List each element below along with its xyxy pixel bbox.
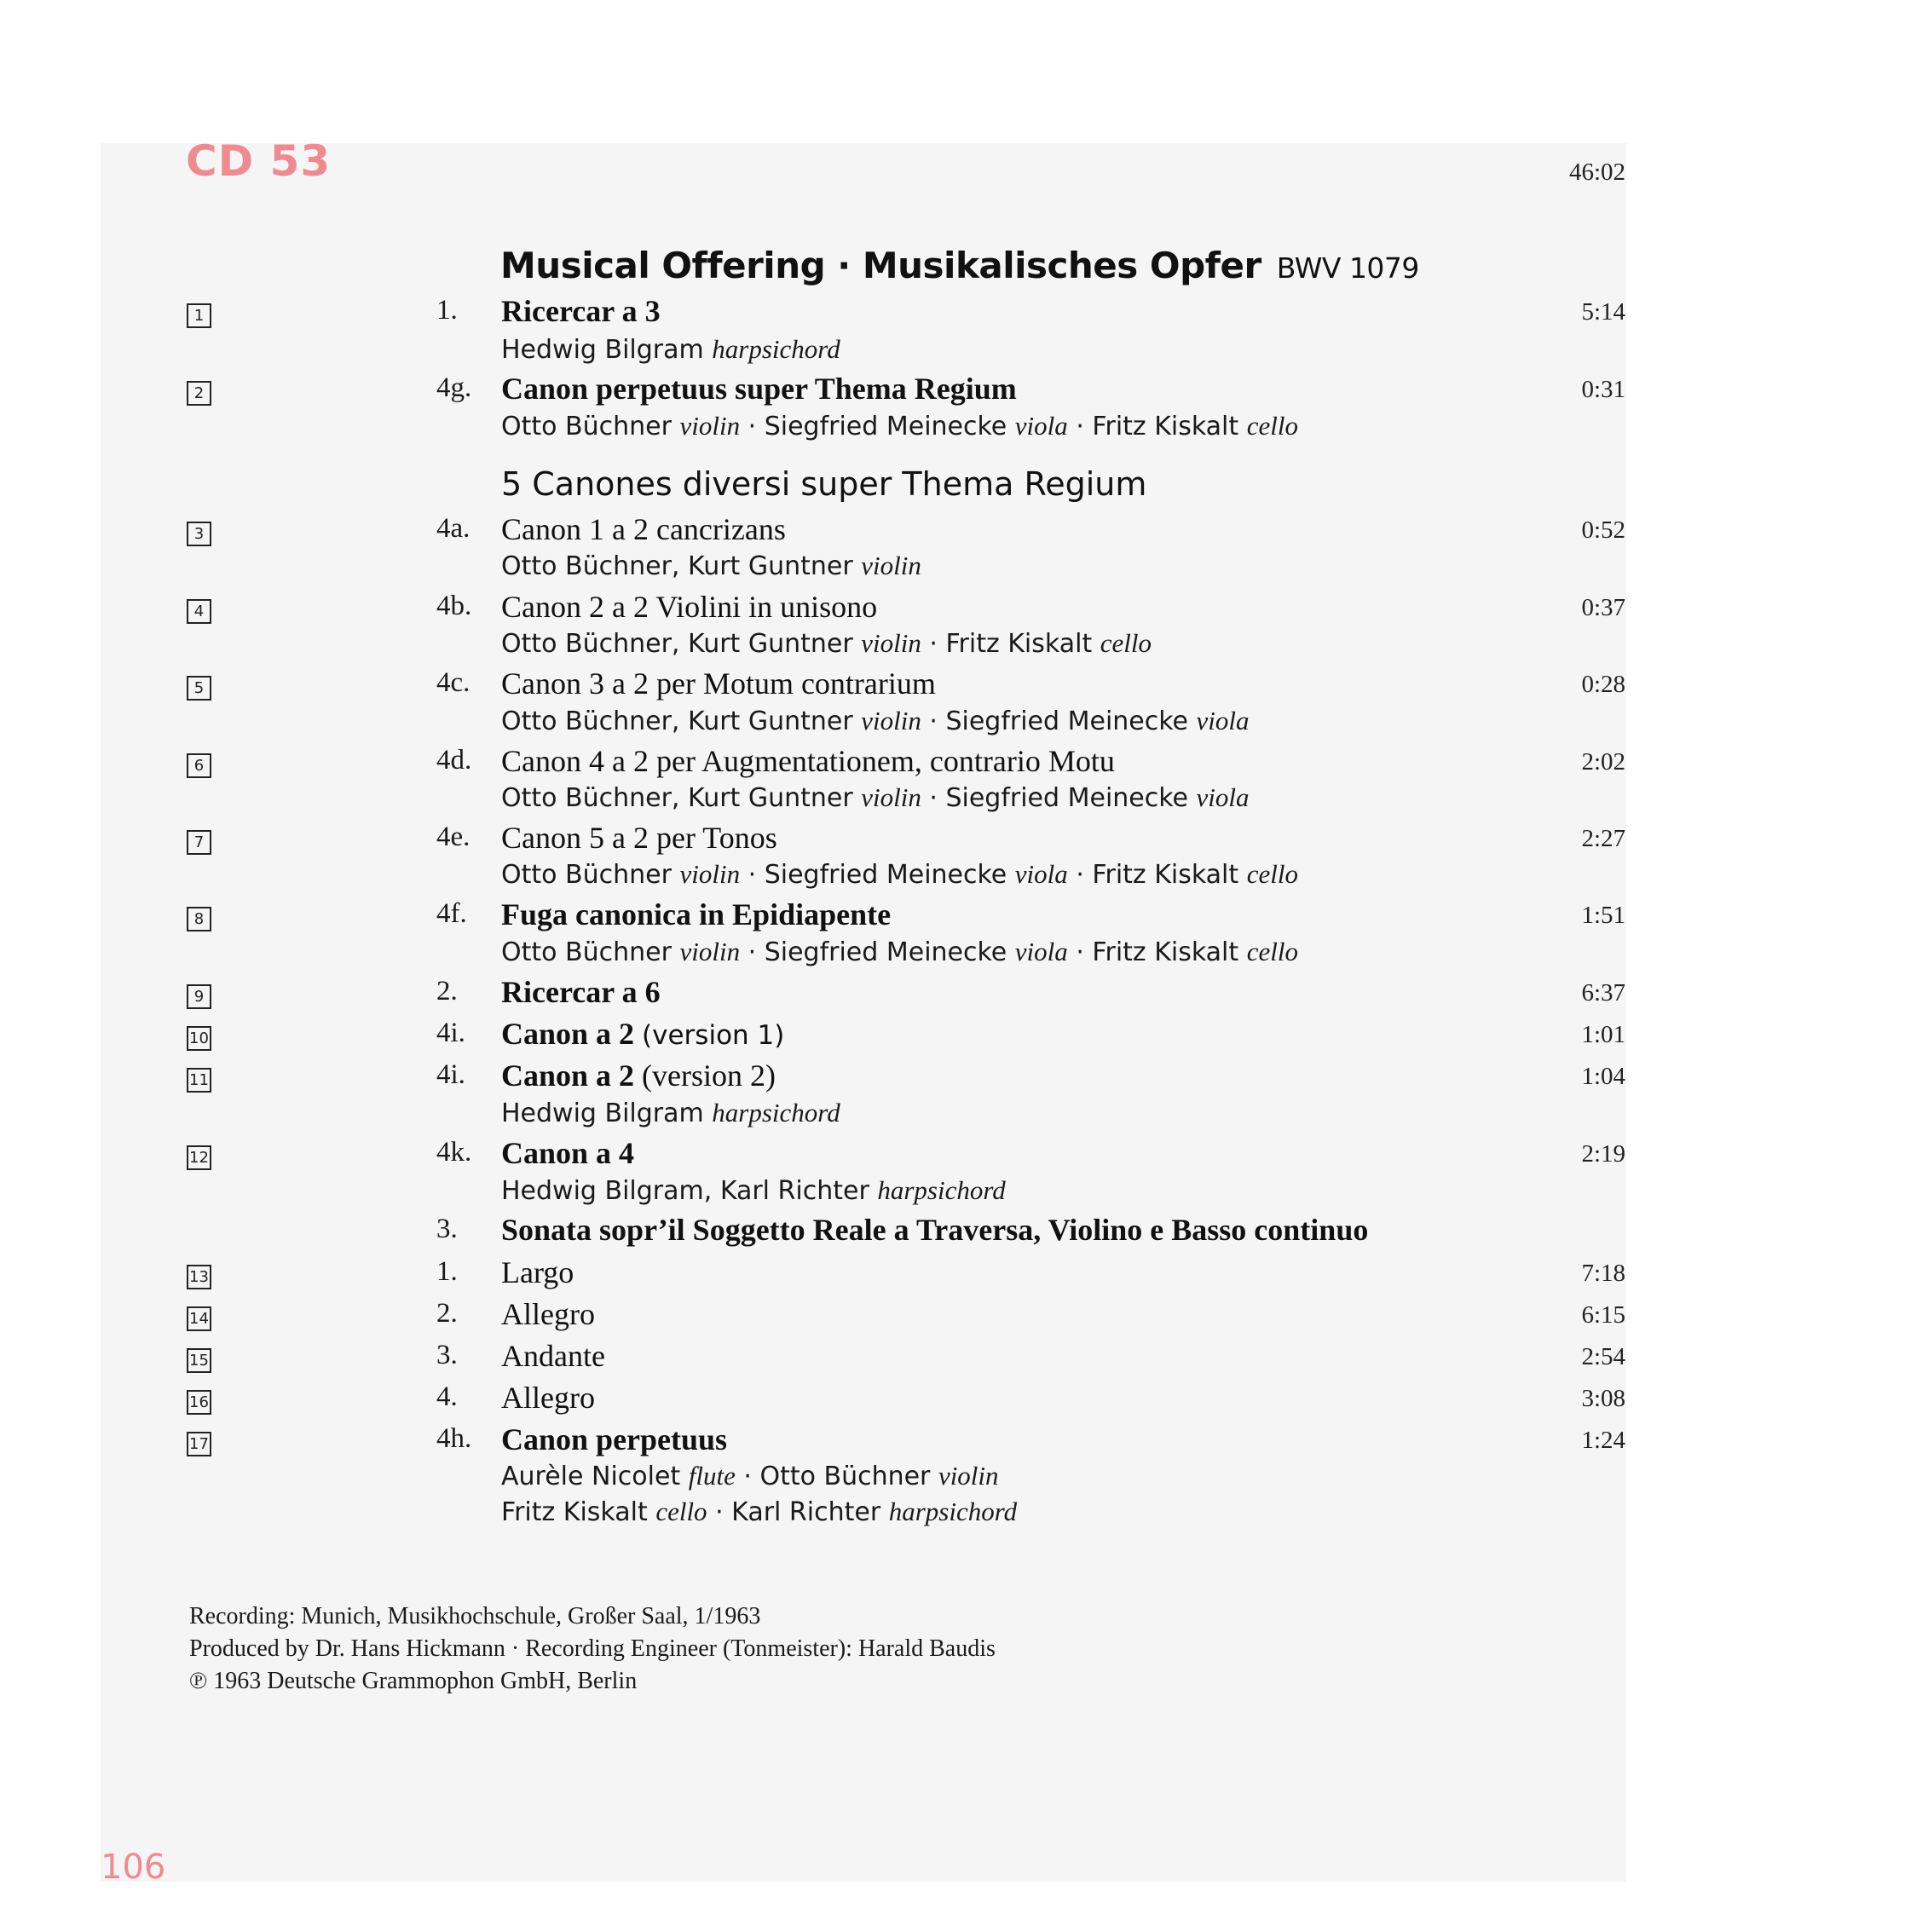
movement-number: 4i.	[436, 1018, 465, 1048]
track-number: 17	[187, 1432, 211, 1456]
track-title	[501, 1058, 776, 1093]
track-title: Canon perpetuus	[501, 1422, 728, 1456]
instrument: viola	[1014, 859, 1068, 889]
performers: Otto Büchner violin · Siegfried Meinecke viola · Fritz Kiskalt cello	[501, 937, 1298, 967]
movement-number: 4g.	[436, 372, 472, 403]
instrument: viola	[1014, 411, 1068, 441]
track-title: Allegro	[501, 1297, 595, 1331]
performers: Otto Büchner, Kurt Guntner violin · Fritz Kiskalt cello	[501, 628, 1152, 659]
track-duration: 5:14	[1581, 298, 1625, 326]
track-row	[0, 1018, 1905, 1060]
cd-label: CD 53	[186, 136, 332, 186]
track-duration: 2:27	[1581, 825, 1625, 852]
performer: Otto Büchner	[501, 937, 672, 967]
track-duration: 2:19	[1581, 1140, 1625, 1168]
track-row	[0, 1256, 1905, 1299]
performers: Fritz Kiskalt cello · Karl Richter harpsichord	[501, 1497, 1018, 1527]
performers	[501, 1175, 1006, 1206]
instrument: cello	[655, 1497, 707, 1526]
track-duration: 1:04	[1581, 1063, 1625, 1090]
instrument: violin	[861, 628, 921, 658]
movement-number: 1.	[436, 1256, 458, 1287]
instrument: violin	[679, 411, 741, 441]
instrument: violin	[679, 859, 741, 889]
performer: Siegfried Meinecke	[945, 783, 1188, 813]
instrument: cello	[1246, 859, 1298, 889]
track-duration: 3:08	[1581, 1385, 1625, 1412]
movement-number: 4i.	[436, 1059, 465, 1090]
performers: Aurèle Nicolet flute · Otto Büchner violin	[501, 1461, 999, 1491]
instrument: harpsichord	[712, 334, 840, 364]
track-number: 3	[187, 522, 211, 546]
performers	[501, 334, 840, 365]
track-number: 15	[187, 1348, 211, 1373]
instrument: violin	[679, 937, 741, 966]
track-row	[0, 1381, 1905, 1424]
track-title-text: Canon a 2	[501, 1017, 635, 1051]
track-number: 16	[187, 1390, 211, 1415]
track-duration: 0:37	[1581, 594, 1625, 621]
version-label: (version 1)	[642, 1020, 785, 1051]
track-title: Fuga canonica in Epidiapente	[501, 897, 892, 931]
recording-credits	[189, 1600, 996, 1698]
work-title	[500, 245, 1419, 286]
instrument: harpsichord	[712, 1098, 840, 1127]
instrument: cello	[1246, 411, 1298, 441]
track-row	[0, 1423, 1905, 1466]
work-catalogue-number: BWV 1079	[1276, 251, 1419, 285]
version-label: (version 2)	[642, 1058, 776, 1093]
track-number: 5	[187, 676, 211, 701]
movement-number: 4b.	[436, 591, 472, 621]
track-number: 10	[187, 1026, 211, 1051]
sonata-title: Sonata sopr’il Soggetto Reale a Traversa, Violino e Basso continuo	[501, 1213, 1369, 1247]
instrument: violin	[861, 551, 921, 580]
track-duration: 6:15	[1581, 1301, 1625, 1329]
performer: Otto Büchner, Kurt Guntner	[501, 783, 853, 813]
performer: Otto Büchner	[501, 860, 672, 890]
track-duration: 2:02	[1581, 748, 1625, 776]
production-credit: Produced by Dr. Hans Hickmann · Recording Engineer (Tonmeister): Harald Baudis	[189, 1635, 996, 1662]
track-duration: 0:31	[1581, 376, 1625, 403]
track-duration: 2:54	[1581, 1343, 1625, 1370]
track-row	[0, 976, 1905, 1018]
track-row	[0, 1137, 1905, 1179]
instrument: cello	[1100, 628, 1152, 658]
movement-number: 4c.	[436, 667, 470, 698]
performers: Otto Büchner violin · Siegfried Meinecke viola · Fritz Kiskalt cello	[501, 411, 1298, 441]
movement-number: 3.	[436, 1214, 458, 1244]
track-row	[0, 898, 1905, 941]
track-number: 2	[187, 381, 211, 406]
instrument: harpsichord	[877, 1175, 1006, 1205]
total-duration: 46:02	[1568, 159, 1625, 186]
track-number: 8	[187, 907, 211, 931]
track-duration: 0:28	[1581, 671, 1625, 698]
track-title-text: Canon a 2	[501, 1058, 635, 1093]
performer: Fritz Kiskalt	[1092, 412, 1239, 441]
movement-number: 4.	[436, 1381, 458, 1412]
track-title: Canon 4 a 2 per Augmentationem, contrario Motu	[501, 744, 1115, 778]
track-title: Largo	[501, 1255, 574, 1289]
section-heading: 5 Canones diversi super Thema Regium	[501, 465, 1147, 503]
track-row	[0, 1340, 1905, 1382]
track-duration: 1:24	[1581, 1427, 1625, 1454]
track-number: 1	[187, 303, 211, 328]
track-row	[0, 1298, 1905, 1341]
track-title: Ricercar a 6	[501, 975, 661, 1009]
movement-number: 2.	[436, 976, 458, 1006]
track-title: Andante	[501, 1339, 605, 1373]
performer: Otto Büchner	[501, 412, 672, 441]
performer: Otto Büchner, Kurt Guntner	[501, 629, 853, 659]
track-title: Canon perpetuus super Thema Regium	[501, 372, 1017, 406]
performer: Siegfried Meinecke	[764, 412, 1007, 441]
performers: Otto Büchner, Kurt Guntner violin · Siegfried Meinecke viola	[501, 782, 1250, 813]
performer: Aurèle Nicolet	[501, 1462, 681, 1491]
track-row	[0, 822, 1905, 864]
instrument: viola	[1014, 937, 1068, 966]
track-duration: 0:52	[1581, 516, 1625, 544]
track-title: Canon 2 a 2 Violini in unisono	[501, 590, 878, 624]
track-number: 6	[187, 753, 211, 778]
movement-number: 4a.	[436, 513, 470, 544]
recording-location: Recording: Munich, Musikhochschule, Großer Saal, 1/1963	[189, 1603, 761, 1629]
track-title: Canon 3 a 2 per Motum contrarium	[501, 666, 936, 701]
performer: Fritz Kiskalt	[945, 629, 1093, 659]
track-duration: 1:51	[1581, 902, 1625, 929]
movement-number: 1.	[436, 295, 458, 326]
track-number: 13	[187, 1265, 211, 1289]
track-row	[0, 372, 1905, 415]
instrument: violin	[861, 706, 921, 735]
performer: Hedwig Bilgram, Karl Richter	[501, 1176, 869, 1206]
track-number: 7	[187, 830, 211, 855]
track-duration: 6:37	[1581, 979, 1625, 1006]
performer: Siegfried Meinecke	[945, 706, 1188, 736]
performer: Otto Büchner, Kurt Guntner	[501, 551, 853, 581]
performers: Otto Büchner, Kurt Guntner violin · Siegfried Meinecke viola	[501, 706, 1250, 736]
section-heading-row	[0, 467, 1905, 510]
track-title: Canon 5 a 2 per Tonos	[501, 821, 777, 855]
instrument: violin	[861, 782, 921, 812]
performer: Fritz Kiskalt	[501, 1497, 648, 1527]
performer: Fritz Kiskalt	[1092, 937, 1239, 967]
performer: Siegfried Meinecke	[764, 937, 1007, 967]
track-title: Canon 1 a 2 cancrizans	[501, 512, 786, 546]
sonata-heading-row	[0, 1214, 1905, 1256]
movement-number: 4f.	[436, 898, 467, 929]
track-duration: 7:18	[1581, 1260, 1625, 1287]
track-row	[0, 1059, 1905, 1102]
movement-number: 2.	[436, 1298, 458, 1329]
movement-number: 4k.	[436, 1137, 472, 1168]
performers	[501, 1098, 840, 1128]
instrument: viola	[1196, 706, 1250, 735]
instrument: viola	[1196, 782, 1250, 812]
track-number: 12	[187, 1145, 211, 1170]
track-number: 4	[187, 599, 211, 624]
movement-number: 4d.	[436, 745, 472, 776]
performers: Otto Büchner violin · Siegfried Meinecke viola · Fritz Kiskalt cello	[501, 859, 1298, 890]
track-duration: 1:01	[1581, 1021, 1625, 1048]
instrument: cello	[1246, 937, 1298, 966]
copyright-notice: ℗ 1963 Deutsche Grammophon GmbH, Berlin	[189, 1668, 638, 1694]
performer: Otto Büchner, Kurt Guntner	[501, 706, 853, 736]
track-number: 9	[187, 984, 211, 1009]
track-row	[0, 591, 1905, 633]
track-title	[501, 1016, 784, 1052]
page-number: 106	[101, 1848, 166, 1887]
performer: Hedwig Bilgram	[501, 1099, 704, 1128]
work-title-text: Musical Offering · Musikalisches Opfer	[500, 245, 1261, 286]
track-number: 14	[187, 1306, 211, 1331]
track-row	[0, 745, 1905, 787]
track-title: Allegro	[501, 1381, 595, 1415]
track-title: Ricercar a 3	[501, 294, 661, 328]
track-title: Canon a 4	[501, 1136, 635, 1170]
movement-number: 4e.	[436, 822, 470, 852]
instrument: violin	[938, 1461, 999, 1491]
track-number: 11	[187, 1068, 211, 1093]
track-row	[0, 667, 1905, 710]
performer: Fritz Kiskalt	[1092, 860, 1239, 890]
track-row	[0, 295, 1905, 337]
performers	[501, 551, 921, 581]
performer: Karl Richter	[731, 1497, 881, 1527]
performer: Siegfried Meinecke	[764, 860, 1007, 890]
track-row	[0, 513, 1905, 556]
performer: Hedwig Bilgram	[501, 335, 704, 365]
instrument: flute	[688, 1461, 736, 1491]
movement-number: 4h.	[436, 1423, 472, 1454]
performer: Otto Büchner	[759, 1462, 931, 1491]
instrument: harpsichord	[888, 1497, 1018, 1526]
movement-number: 3.	[436, 1340, 458, 1370]
